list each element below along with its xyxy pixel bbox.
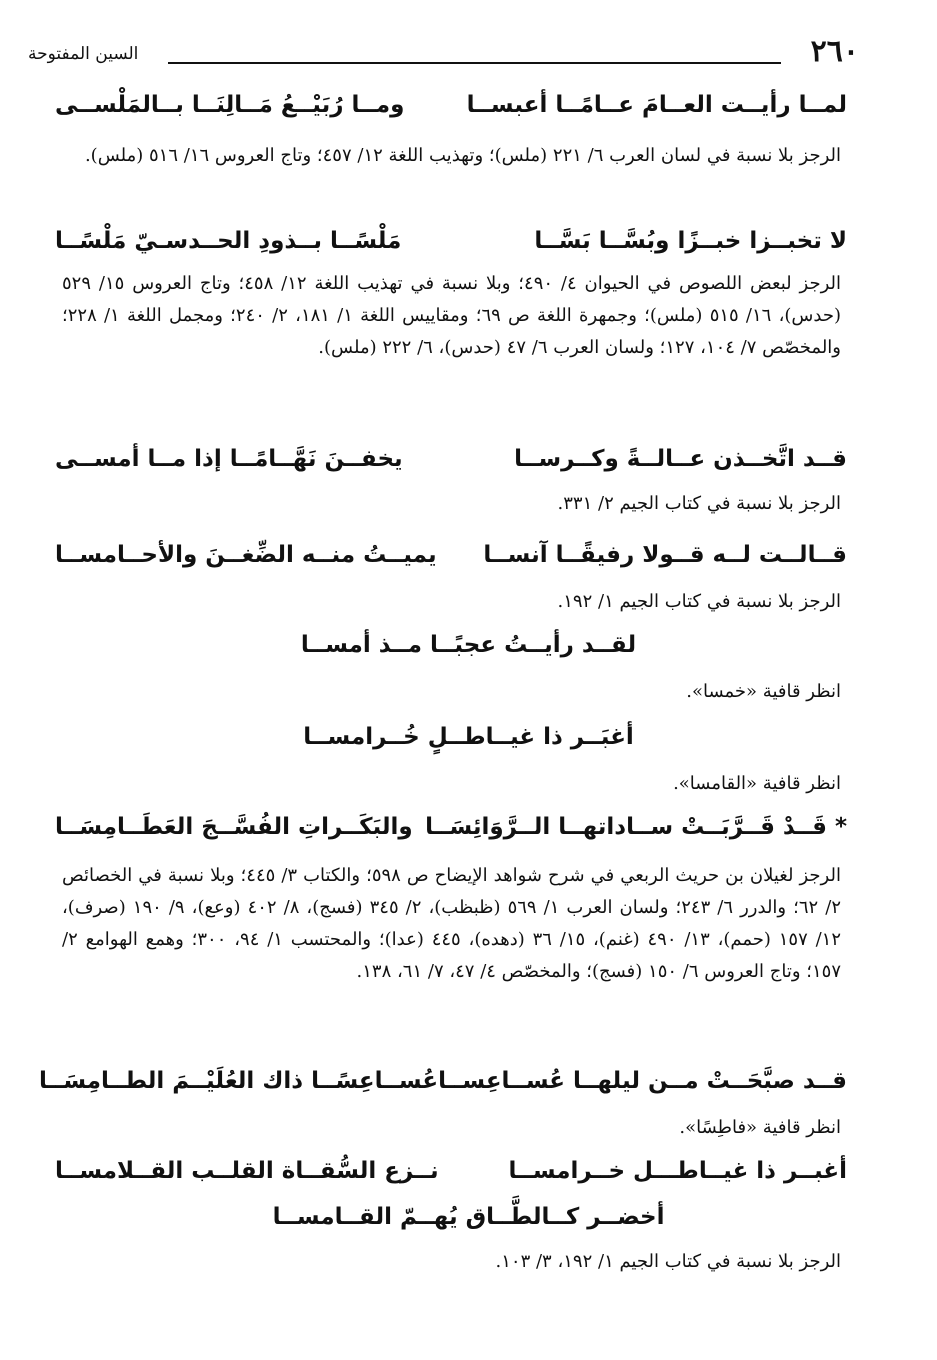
verse-4-second-hemistich: يميــتُ منــه الضِّغــنَ والأحــامســا [55,542,437,568]
verse-6 [100,724,837,750]
verse-7-citation: الرجز لغيلان بن حريث الربعي في شرح شواهد الإيضاح ص ٥٩٨؛ والكتاب ٣/ ٤٤٥؛ وبلا نسبة في الخصائص ٢/ ٦٢؛ والدرر ٦/ ٢٤٣؛ ولسان العرب ١/ ٥٦٩ (ظبظب)، ٢/ ٣٤٥ (فسج)، ٨/ ٤٠٢ (وعع)، ٩/ ١٩٠ (صرف)، ١٢/ ١٥٧ (حمم)، ١٣/ ٤٩٠ (غنم)، ١٥/ ٣٦ (دهده)، ٤٤٥ (عدا)؛ والمحتسب ١/ ٩٤، ٣٠٠؛ وهمع الهوامع ٢/ ١٥٧؛ وتاج العروس ٦/ ١٥٠ (فسج)؛ والمخصّص ٤/ ٤٧، ٧/ ٦١، ١٣٨. [62,865,842,982]
verse-2-citation: الرجز لبعض اللصوص في الحيوان ٤/ ٤٩٠؛ وبلا نسبة في تهذيب اللغة ١٢/ ٤٥٨؛ وتاج العروس ١٥/ ٥٢٩ (حدس)، ١٦/ ٥١٥ (ملس)؛ وجمهرة اللغة ص ٦٩؛ ومقاييس اللغة ١/ ١٨١، ٢/ ٢٤٠؛ ومجمل اللغة ١/ ٢٢٨؛ والمخصّص ٧/ ١٠٤، ١٢٧؛ ولسان العرب ٦/ ٤٧ (حدس)، ٦/ ٢٢٢ (ملس). [62,273,841,358]
verse-5-citation: انظر قافية «خمسا». [686,681,841,702]
verse-9-continuation [100,1204,837,1230]
verse-1 [55,92,847,118]
verse-9 [55,1158,847,1184]
verse-6-citation: انظر قافية «القامسا». [673,773,841,794]
verse-1-first-hemistich: لمــا رأيــت العــامَ عــامًــا أعبســا [466,92,847,118]
running-title: السين المفتوحة [28,44,139,64]
verse-9-second-hemistich: نــزع السُّقــاة القلــب القــلامســا [55,1158,439,1184]
verse-9-citation: الرجز بلا نسبة في كتاب الجيم ١/ ١٩٢، ٣/ ١٠٣. [495,1251,841,1272]
verse-7-second-hemistich: والبَكَــراتِ الفُسَّــجَ العَطَــامِسَــا [55,814,413,840]
header-rule [168,62,781,64]
verse-5-line: لقــد رأيــتُ عجبًــا مــذ أمســا [300,632,637,658]
verse-1-citation: الرجز بلا نسبة في لسان العرب ٦/ ٢٢١ (ملس)؛ وتهذيب اللغة ١٢/ ٤٥٧؛ وتاج العروس ١٦/ ٥١٦ (ملس). [84,145,841,166]
page-header [28,34,859,70]
verse-7 [55,814,847,840]
verse-2-second-hemistich: مَلْسًــا بــذودِ الحــدسـيّ مَلْسًــا [55,228,402,254]
verse-3-second-hemistich: يخفــنَ نَهَّــامًــا إذا مــا أمســى [55,446,403,472]
verse-3 [55,446,847,472]
verse-9-third-hemistich: أخضــر كــالطَّــاق يُهــمّ القــامســا [272,1204,665,1230]
verse-6-line: أغبَــر ذا غيــاطــلٍ خُــرامســا [303,724,634,750]
verse-8-first-hemistich: قــد صبَّحَــتْ مــن ليلهــا عُســاعِســا [438,1068,847,1094]
verse-2-first-hemistich: لا تخبــزا خبــزًا وبُسَّــا بَسَّــا [534,228,847,254]
verse-1-second-hemistich: ومــا رُبَيْــعُ مَــالِنَــا بــالمَلْســى [55,92,405,118]
verse-8-second-hemistich: عُســاعِسًــا ذاك العُلَيْــمَ الطــامِسَــا [38,1068,439,1094]
verse-5 [100,632,837,658]
verse-4-citation: الرجز بلا نسبة في كتاب الجيم ١/ ١٩٢. [557,591,841,612]
verse-4 [55,542,847,568]
verse-3-citation: الرجز بلا نسبة في كتاب الجيم ٢/ ٣٣١. [557,493,841,514]
page-number: ٢٦٠ [810,34,859,69]
verse-4-first-hemistich: قــالــت لــه قــولا رفيقًــا آنســا [483,542,847,568]
verse-8 [38,1068,847,1094]
verse-7-first-hemistich: * قَــدْ قَــرَّبَــتْ ســاداتهــا الــرَّوَائِسَــا [425,814,847,840]
verse-8-citation: انظر قافية «فاطِسًا». [679,1117,841,1138]
verse-2 [55,228,847,254]
verse-3-first-hemistich: قــد اتَّخــذن عــالــةً وكــرســا [514,446,847,472]
verse-9-first-hemistich: أغبــر ذا غيــاطـــل خــرامســا [508,1158,847,1184]
